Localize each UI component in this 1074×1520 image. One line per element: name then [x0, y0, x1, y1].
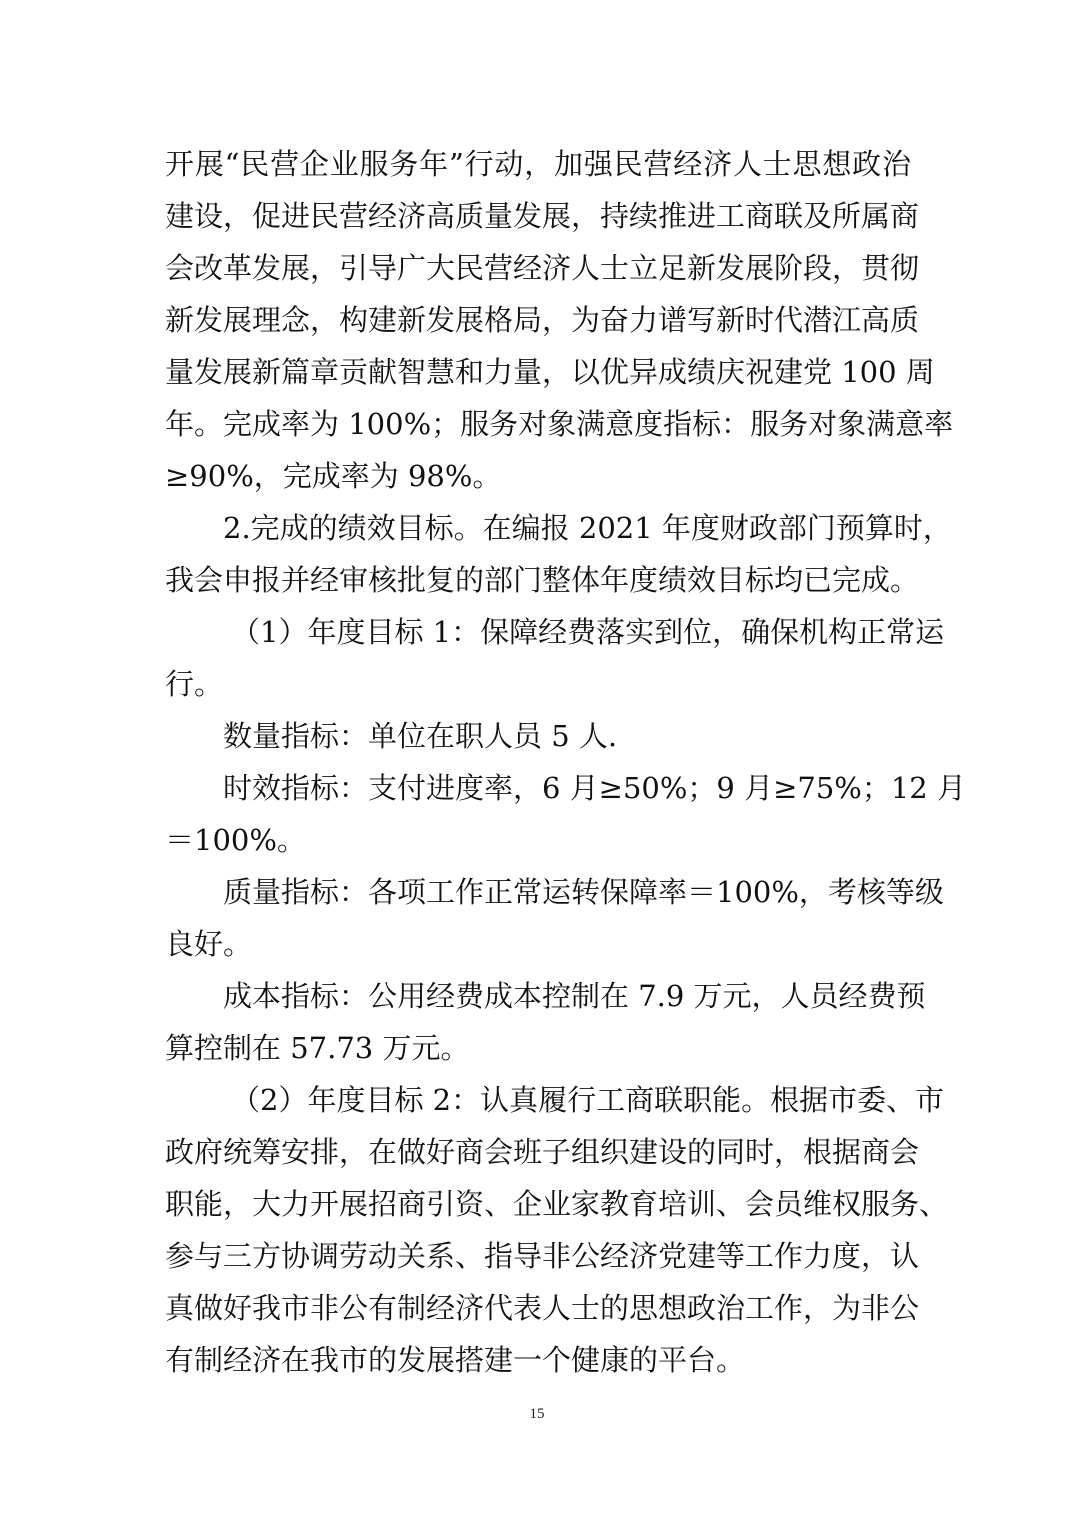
- document-body: [165, 138, 966, 1386]
- indicator-line: 质量指标：各项工作正常运转保障率＝100%，考核等级: [223, 875, 944, 909]
- text-line: 算控制在 57.73 万元。: [165, 1031, 470, 1065]
- text-line: 良好。: [165, 927, 253, 961]
- text-line: 会改革发展，引导广大民营经济人士立足新发展阶段，贯彻: [165, 251, 920, 285]
- text-line: 开展“民营企业服务年”行动，加强民营经济人士思想政治: [165, 147, 911, 181]
- text-line: 有制经济在我市的发展搭建一个健康的平台。: [165, 1343, 746, 1377]
- indicator-line: 成本指标：公用经费成本控制在 7.9 万元，人员经费预: [223, 979, 926, 1013]
- text-line: 真做好我市非公有制经济代表人士的思想政治工作，为非公: [165, 1291, 920, 1325]
- text-line: 我会申报并经审核批复的部门整体年度绩效目标均已完成。: [165, 563, 920, 597]
- section-heading-line: 2.完成的绩效目标。在编报 2021 年度财政部门预算时，: [223, 511, 952, 545]
- page-number: 15: [529, 1406, 545, 1422]
- indicator-line: 时效指标：支付进度率，6 月≥50%；9 月≥75%；12 月: [223, 771, 966, 805]
- text-line: 政府统筹安排，在做好商会班子组织建设的同时，根据商会: [165, 1135, 920, 1169]
- text-line: 量发展新篇章贡献智慧和力量，以优异成绩庆祝建党 100 周: [165, 355, 935, 389]
- text-line: 建设，促进民营经济高质量发展，持续推进工商联及所属商: [165, 199, 920, 233]
- text-line: 行。: [165, 667, 224, 701]
- goal-heading-line: （2）年度目标 2：认真履行工商联职能。根据市委、市: [231, 1083, 945, 1117]
- text-line: ＝100%。: [165, 823, 306, 857]
- text-line: 年。完成率为 100%；服务对象满意度指标：服务对象满意率: [165, 407, 954, 441]
- text-line: ≥90%，完成率为 98%。: [165, 459, 502, 493]
- goal-heading-line: （1）年度目标 1：保障经费落实到位，确保机构正常运: [231, 615, 945, 649]
- text-line: 新发展理念，构建新发展格局，为奋力谱写新时代潜江高质: [165, 303, 920, 337]
- indicator-line: 数量指标：单位在职人员 5 人.: [223, 719, 618, 753]
- text-line: 职能，大力开展招商引资、企业家教育培训、会员维权服务、: [165, 1187, 949, 1221]
- text-line: 参与三方协调劳动关系、指导非公经济党建等工作力度，认: [165, 1239, 920, 1273]
